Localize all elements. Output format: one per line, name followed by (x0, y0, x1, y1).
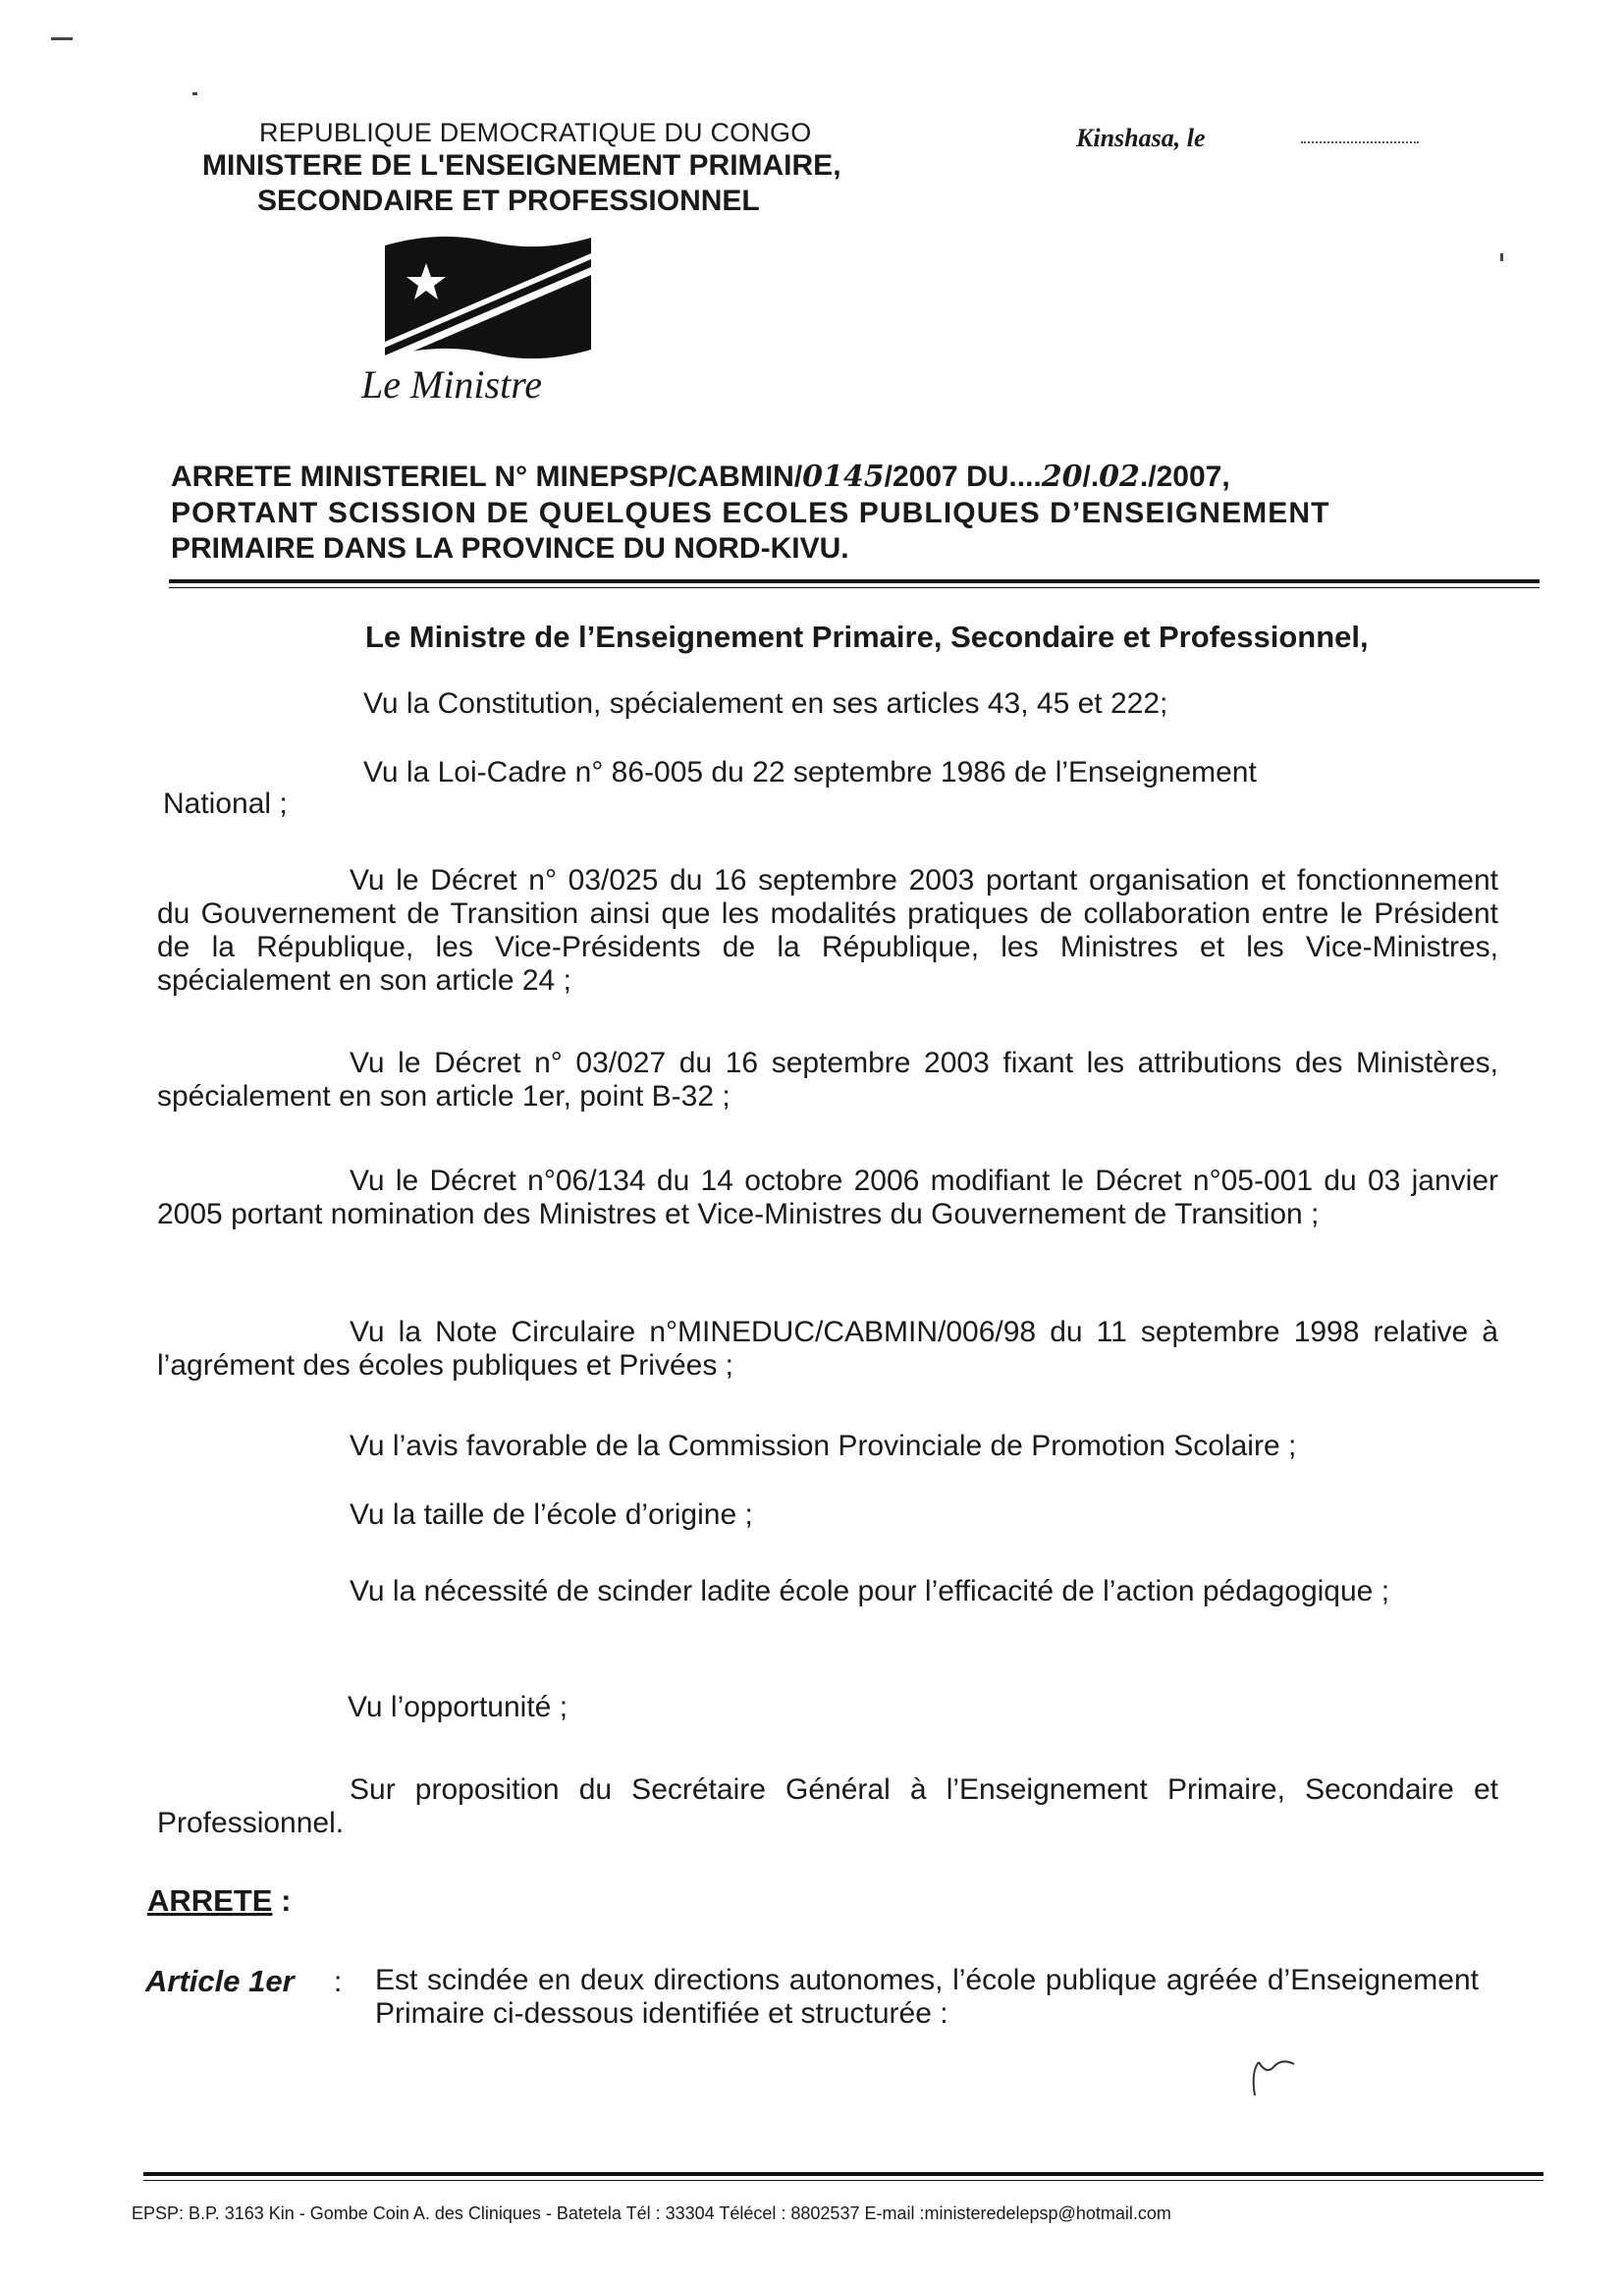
decree-title-line2: PORTANT SCISSION DE QUELQUES ECOLES PUBLIQUES D’ENSEIGNEMENT (171, 497, 1330, 529)
vu-decret-3: Vu le Décret n°06/134 du 14 octobre 2006 modifiant le Décret n°05-001 du 03 janvier 2005 portant nomination des Ministres et Vice-Ministres du Gouvernement de Transition ; (157, 1165, 1498, 1230)
arrete-word: ARRETE (147, 1883, 273, 1918)
article-1-label: Article 1er (145, 1964, 295, 1998)
republic-name: REPUBLIQUE DEMOCRATIQUE DU CONGO (259, 118, 812, 147)
drc-flag-icon (381, 224, 595, 369)
decree-number-handwritten: 0145 (802, 460, 885, 494)
vu-constitution: Vu la Constitution, spécialement en ses articles 43, 45 et 222; (363, 687, 1168, 720)
vu-note-circulaire: Vu la Note Circulaire n°MINEDUC/CABMIN/006/98 du 11 septembre 1998 relative à l’agrément des écoles publiques et Privées ; (157, 1316, 1498, 1382)
article-1-colon: : (334, 1966, 343, 1998)
vu-taille: Vu la taille de l’école d’origine ; (350, 1498, 753, 1531)
footer-contact: EPSP: B.P. 3163 Kin - Gombe Coin A. des Cliniques - Batetela Tél : 33304 Télécel : 8802537 E-mail :ministeredelepsp@hotmail.com (132, 2203, 1171, 2223)
decree-month-handwritten: 02 (1099, 460, 1140, 494)
decree-title-mid: /2007 DU.... (884, 461, 1042, 493)
decree-title-line1 (171, 460, 1506, 494)
scan-speck (51, 37, 73, 40)
handwritten-initials (1245, 2052, 1314, 2101)
arrete-colon: : (272, 1883, 292, 1918)
footer-rule-thin (143, 2180, 1543, 2181)
decree-title-line3: PRIMAIRE DANS LA PROVINCE DU NORD-KIVU. (171, 532, 849, 565)
title-rule-thin (169, 587, 1540, 588)
vu-decret-1: Vu le Décret n° 03/025 du 16 septembre 2003 portant organisation et fonctionnement du Gouvernement de Transition ainsi que les modalités pratiques de collaboration entre le Président de la République, les Vice-Présidents de la République, les Ministres et les Vice-Ministres, spécialement en son article 24 ; (157, 864, 1498, 997)
vu-loi-cadre-cont: National ; (163, 788, 288, 820)
ministry-name-line1: MINISTERE DE L'ENSEIGNEMENT PRIMAIRE, (202, 149, 841, 182)
vu-avis: Vu l’avis favorable de la Commission Provinciale de Promotion Scolaire ; (350, 1430, 1297, 1462)
decree-date-sep: /. (1082, 461, 1100, 493)
place-date: Kinshasa, le (1076, 124, 1206, 152)
vu-decret-2: Vu le Décret n° 03/027 du 16 septembre 2003 fixant les attributions des Ministères, spécialement en son article 1er, point B-32 ; (157, 1047, 1498, 1113)
decree-title-prefix: ARRETE MINISTERIEL N° MINEPSP/CABMIN/ (171, 461, 803, 493)
minister-title: Le Ministre (361, 362, 543, 407)
footer-rule-thick (143, 2172, 1543, 2176)
vu-opportunite: Vu l’opportunité ; (348, 1691, 568, 1723)
date-blank-line (1301, 141, 1419, 143)
vu-loi-cadre: Vu la Loi-Cadre n° 86-005 du 22 septembre 1986 de l’Enseignement (363, 756, 1257, 789)
decree-title-suffix: ./2007, (1139, 461, 1230, 493)
sur-proposition: Sur proposition du Secrétaire Général à l’Enseignement Primaire, Secondaire et Professionnel. (157, 1773, 1498, 1839)
preamble: Le Ministre de l’Enseignement Primaire, Secondaire et Professionnel, (365, 620, 1369, 654)
scan-speck (1500, 253, 1503, 261)
arrete-heading (147, 1883, 291, 1919)
title-rule-thick (169, 579, 1540, 583)
decree-day-handwritten: 20 (1041, 460, 1083, 494)
scan-speck (192, 92, 197, 95)
article-1-text: Est scindée en deux directions autonomes, l’école publique agréée d’Enseignement Primaire ci-dessous identifiée et structurée : (375, 1964, 1479, 2030)
ministry-name-line2: SECONDAIRE ET PROFESSIONNEL (257, 185, 760, 217)
vu-necessite: Vu la nécessité de scinder ladite école pour l’efficacité de l’action pédagogique ; (350, 1575, 1390, 1607)
